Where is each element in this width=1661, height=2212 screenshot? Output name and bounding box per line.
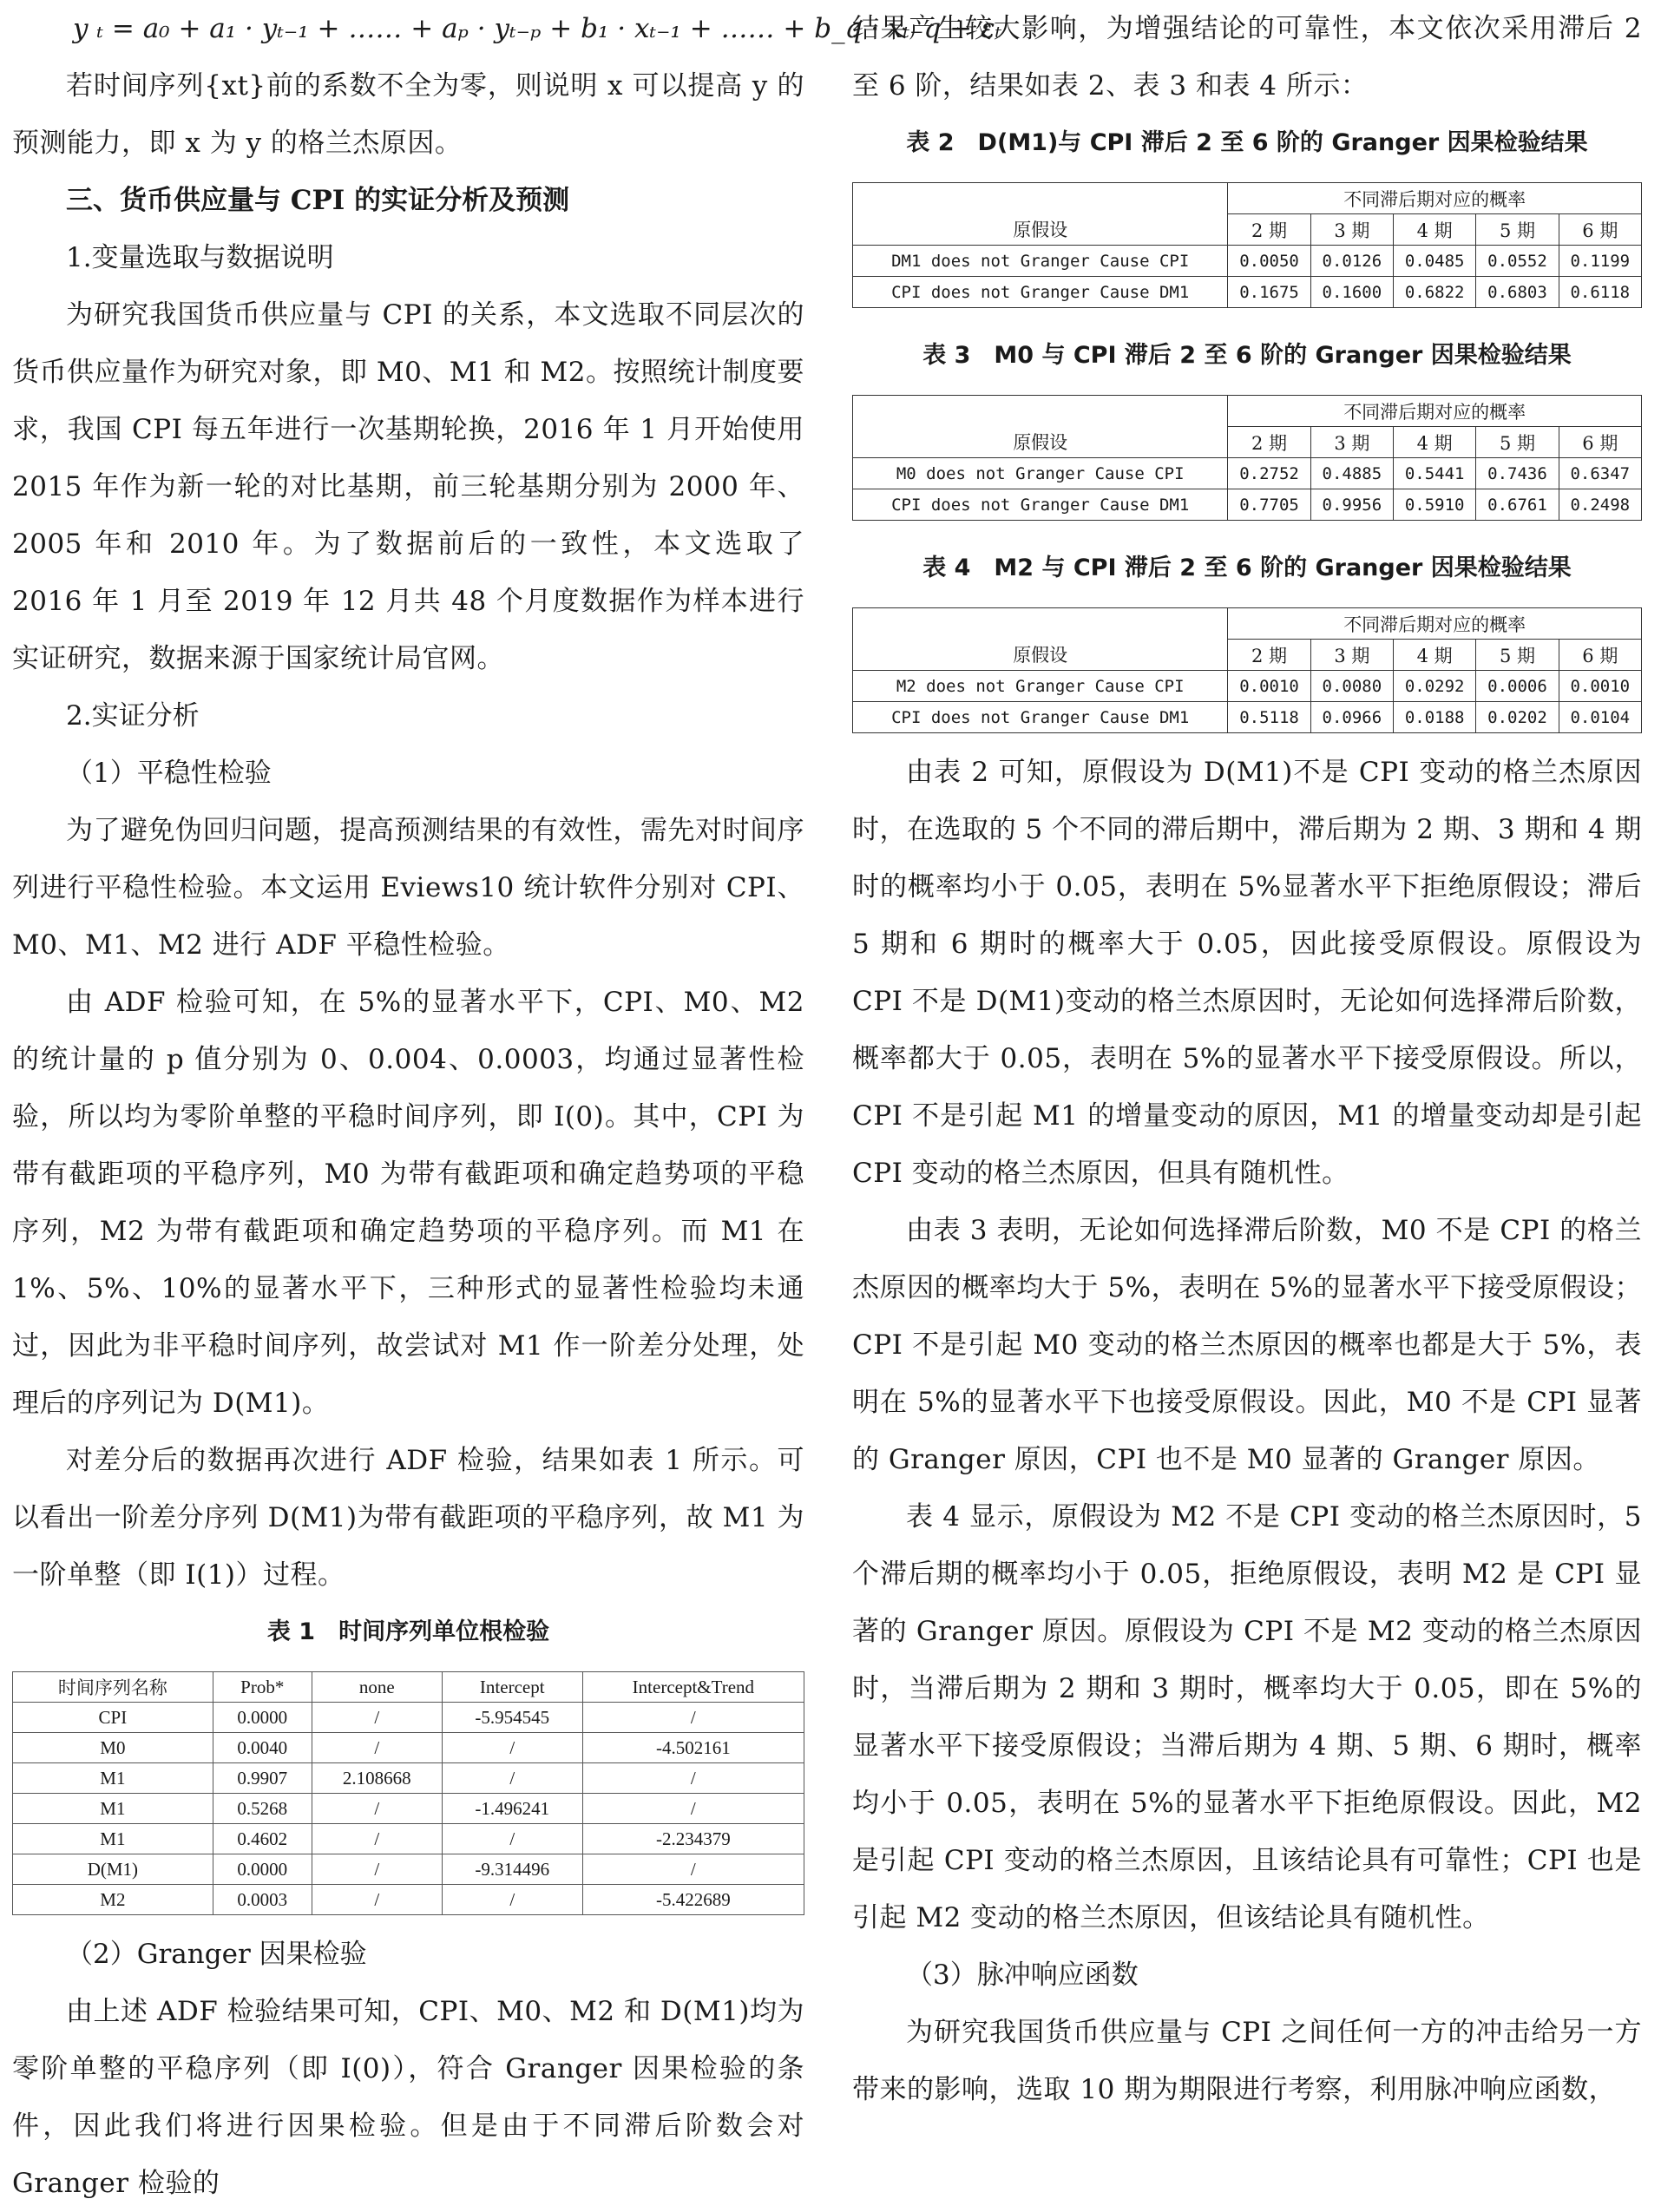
table-header-cell: 原假设: [853, 640, 1228, 671]
table-cell: 2.108668: [312, 1763, 442, 1794]
table-header-cell: [853, 608, 1228, 640]
section-heading: 三、货币供应量与 CPI 的实证分析及预测: [66, 185, 570, 216]
table-cell: 0.5441: [1394, 458, 1476, 489]
table-header-cell: Intercept: [442, 1672, 582, 1703]
table-cell: 0.6118: [1559, 277, 1641, 308]
table-cell: 0.0006: [1476, 671, 1559, 702]
table-cell: /: [582, 1854, 804, 1885]
table-cell: 0.0126: [1310, 246, 1393, 277]
table-cell: 0.0292: [1394, 671, 1476, 702]
table-cell: M2 does not Granger Cause CPI: [853, 671, 1228, 702]
table-header-row: [853, 214, 1642, 246]
table-header-cell: [853, 396, 1228, 427]
table2-caption: 表 2 D(M1)与 CPI 滞后 2 至 6 阶的 Granger 因果检验结果: [906, 129, 1588, 156]
table-cell: M1: [13, 1794, 213, 1824]
table-cell: /: [582, 1703, 804, 1733]
subsection-heading: （1）平稳性检验: [66, 758, 272, 789]
table1-unit-root: [12, 1671, 804, 1915]
table-cell: 0.0000: [213, 1703, 312, 1733]
table-cell: 0.5268: [213, 1794, 312, 1824]
table-cell: CPI does not Granger Cause DM1: [853, 489, 1228, 521]
table-cell: /: [312, 1703, 442, 1733]
subsection-heading: 1.变量选取与数据说明: [66, 242, 334, 273]
left-column: [12, 0, 1002, 2212]
table-cell: 0.0080: [1310, 671, 1393, 702]
table-header-cell: 3 期: [1310, 214, 1393, 246]
table-cell: DM1 does not Granger Cause CPI: [853, 246, 1228, 277]
table-cell: /: [442, 1763, 582, 1794]
table-cell: 0.9956: [1310, 489, 1393, 521]
table-header-cell: 原假设: [853, 214, 1228, 246]
table2-granger: [852, 182, 1642, 308]
table-cell: 0.4885: [1310, 458, 1393, 489]
right-column: [852, 0, 1642, 2118]
table-row: [853, 458, 1642, 489]
table-header-row: [853, 396, 1642, 427]
table-header-cell: 时间序列名称: [13, 1672, 213, 1703]
table-cell: /: [582, 1794, 804, 1824]
table-cell: 0.2498: [1559, 489, 1641, 521]
table-header-cell: 5 期: [1476, 214, 1559, 246]
table-cell: CPI: [13, 1703, 213, 1733]
table3-caption: 表 3 M0 与 CPI 滞后 2 至 6 阶的 Granger 因果检验结果: [922, 342, 1572, 369]
table-cell: 0.0552: [1476, 246, 1559, 277]
table-cell: 0.0485: [1394, 246, 1476, 277]
paragraph: 表 4 显示，原假设为 M2 不是 CPI 变动的格兰杰原因时，5 个滞后期的概率均小于 0.05，拒绝原假设，表明 M2 是 CPI 显著的 Granger 原因。原假设为 CPI 不是 M2 变动的格兰杰原因时，当滞后期为 2 期和 3 期时，概率均大于 0.05，即在 5%的显著水平下接受原假设；当滞后期为 4 期、5 期、6 期时，概率均小于 0.05，表明在 5%的显著水平下拒绝原假设。因此，M2 是引起 CPI 变动的格兰杰原因，且该结论具有可靠性；CPI 也是引起 M2 变动的格兰杰原因，但该结论具有随机性。: [852, 1501, 1642, 1933]
table-cell: 0.0010: [1559, 671, 1641, 702]
paragraph: 若时间序列{xt}前的系数不全为零，则说明 x 可以提高 y 的预测能力，即 x 为 y 的格兰杰原因。: [12, 70, 804, 159]
table-cell: D(M1): [13, 1854, 213, 1885]
table-cell: 0.6347: [1559, 458, 1641, 489]
table-header-cell: 4 期: [1394, 214, 1476, 246]
table-cell: M1: [13, 1824, 213, 1854]
subsection-heading: （3）脉冲响应函数: [906, 1959, 1139, 1991]
table-header-row: [853, 608, 1642, 640]
table-cell: 0.9907: [213, 1763, 312, 1794]
table-cell: /: [582, 1763, 804, 1794]
table-group-header: 不同滞后期对应的概率: [1228, 183, 1642, 214]
table-header-cell: [853, 183, 1228, 214]
paragraph: 对差分后的数据再次进行 ADF 检验，结果如表 1 所示。可以看出一阶差分序列 D(M1)为带有截距项的平稳序列，故 M1 为一阶单整（即 I(1)）过程。: [12, 1445, 804, 1591]
table-row: [13, 1885, 804, 1915]
table-cell: 0.0188: [1394, 702, 1476, 733]
subsection-heading: （2）Granger 因果检验: [66, 1939, 367, 1970]
table-cell: M0 does not Granger Cause CPI: [853, 458, 1228, 489]
table-row: [853, 246, 1642, 277]
table-cell: 0.6803: [1476, 277, 1559, 308]
table-row: [853, 489, 1642, 521]
table-header-row: [853, 640, 1642, 671]
table-cell: -5.954545: [442, 1703, 582, 1733]
table-cell: -9.314496: [442, 1854, 582, 1885]
table-cell: 0.5910: [1394, 489, 1476, 521]
table-header-cell: 2 期: [1228, 427, 1310, 458]
table-header-cell: 4 期: [1394, 640, 1476, 671]
table-cell: 0.0003: [213, 1885, 312, 1915]
table-cell: 0.2752: [1228, 458, 1310, 489]
table-row: [853, 277, 1642, 308]
table-cell: -1.496241: [442, 1794, 582, 1824]
table-cell: /: [442, 1885, 582, 1915]
table-cell: 0.0000: [213, 1854, 312, 1885]
table-cell: 0.6822: [1394, 277, 1476, 308]
table4-granger: [852, 607, 1642, 733]
table-header-row: [13, 1672, 804, 1703]
table-cell: 0.0050: [1228, 246, 1310, 277]
table-row: [853, 671, 1642, 702]
table-cell: -2.234379: [582, 1824, 804, 1854]
table-row: [853, 702, 1642, 733]
table-cell: M0: [13, 1733, 213, 1763]
table-cell: CPI does not Granger Cause DM1: [853, 277, 1228, 308]
table-row: [13, 1763, 804, 1794]
table-header-cell: 5 期: [1476, 427, 1559, 458]
table-cell: -4.502161: [582, 1733, 804, 1763]
table-cell: /: [312, 1733, 442, 1763]
table-cell: /: [442, 1824, 582, 1854]
paragraph: 为研究我国货币供应量与 CPI 的关系，本文选取不同层次的货币供应量作为研究对象，即 M0、M1 和 M2。按照统计制度要求，我国 CPI 每五年进行一次基期轮换，2016 年 1 月开始使用 2015 年作为新一轮的对比基期，前三轮基期分别为 2000 年、2005 年和 2010 年。为了数据前后的一致性，本文选取了 2016 年 1 月至 2019 年 12 月共 48 个月度数据作为样本进行实证研究，数据来源于国家统计局官网。: [12, 299, 804, 674]
table-cell: M2: [13, 1885, 213, 1915]
table-cell: 0.1675: [1228, 277, 1310, 308]
table-header-cell: 6 期: [1559, 640, 1641, 671]
table-group-header: 不同滞后期对应的概率: [1228, 608, 1642, 640]
table-cell: 0.0010: [1228, 671, 1310, 702]
paragraph: 由表 2 可知，原假设为 D(M1)不是 CPI 变动的格兰杰原因时，在选取的 5 个不同的滞后期中，滞后期为 2 期、3 期和 4 期时的概率均小于 0.05，表明在 5%显著水平下拒绝原假设；滞后 5 期和 6 期时的概率大于 0.05，因此接受原假设。原假设为 CPI 不是 D(M1)变动的格兰杰原因时，无论如何选择滞后阶数，概率都大于 0.05，表明在 5%的显著水平下接受原假设。所以，CPI 不是引起 M1 的增量变动的原因，M1 的增量变动却是引起 CPI 变动的格兰杰原因，但具有随机性。: [852, 757, 1642, 1189]
table-cell: 0.4602: [213, 1824, 312, 1854]
table-cell: 0.7436: [1476, 458, 1559, 489]
table-cell: /: [312, 1794, 442, 1824]
table-header-cell: 4 期: [1394, 427, 1476, 458]
table-cell: /: [312, 1854, 442, 1885]
table1-caption: 表 1 时间序列单位根检验: [266, 1618, 550, 1645]
table-cell: -5.422689: [582, 1885, 804, 1915]
table-header-cell: none: [312, 1672, 442, 1703]
table-cell: CPI does not Granger Cause DM1: [853, 702, 1228, 733]
table-cell: 0.0202: [1476, 702, 1559, 733]
table-header-cell: 5 期: [1476, 640, 1559, 671]
table-cell: 0.0040: [213, 1733, 312, 1763]
table-cell: /: [312, 1824, 442, 1854]
table-header-cell: 3 期: [1310, 640, 1393, 671]
table-cell: 0.5118: [1228, 702, 1310, 733]
paragraph: 由上述 ADF 检验结果可知，CPI、M0、M2 和 D(M1)均为零阶单整的平稳序列（即 I(0)），符合 Granger 因果检验的条件，因此我们将进行因果检验。但是由于不同滞后阶数会对 Granger 检验的: [12, 1996, 804, 2199]
table-cell: 0.1199: [1559, 246, 1641, 277]
paragraph: 由 ADF 检验可知，在 5%的显著水平下，CPI、M0、M2 的统计量的 p 值分别为 0、0.004、0.0003，均通过显著性检验，所以均为零阶单整的平稳时间序列，即 I(0)。其中，CPI 为带有截距项的平稳序列，M0 为带有截距项和确定趋势项的平稳序列，M2 为带有截距项和确定趋势项的平稳序列。而 M1 在 1%、5%、10%的显著水平下，三种形式的显著性检验均未通过，因此为非平稳时间序列，故尝试对 M1 作一阶差分处理，处理后的序列记为 D(M1)。: [12, 987, 804, 1419]
table4-caption: 表 4 M2 与 CPI 滞后 2 至 6 阶的 Granger 因果检验结果: [922, 555, 1572, 581]
table3-granger: [852, 395, 1642, 521]
table-header-row: [853, 183, 1642, 214]
table-row: [13, 1824, 804, 1854]
table-row: [13, 1703, 804, 1733]
table-cell: M1: [13, 1763, 213, 1794]
table-header-cell: 2 期: [1228, 640, 1310, 671]
table-row: [13, 1794, 804, 1824]
table-header-row: [853, 427, 1642, 458]
paragraph: 由表 3 表明，无论如何选择滞后阶数，M0 不是 CPI 的格兰杰原因的概率均大于 5%，表明在 5%的显著水平下接受原假设；CPI 不是引起 M0 变动的格兰杰原因的概率也都是大于 5%，表明在 5%的显著水平下也接受原假设。因此，M0 不是 CPI 显著的 Granger 原因，CPI 也不是 M0 显著的 Granger 原因。: [852, 1215, 1642, 1475]
table-row: [13, 1733, 804, 1763]
table-cell: /: [442, 1733, 582, 1763]
table-group-header: 不同滞后期对应的概率: [1228, 396, 1642, 427]
table-header-cell: 6 期: [1559, 427, 1641, 458]
paragraph: 为研究我国货币供应量与 CPI 之间任何一方的冲击给另一方带来的影响，选取 10 期为期限进行考察，利用脉冲响应函数，: [852, 2017, 1642, 2105]
table-cell: 0.0104: [1559, 702, 1641, 733]
subsection-heading: 2.实证分析: [66, 700, 200, 732]
paragraph: 结果产生较大影响，为增强结论的可靠性，本文依次采用滞后 2 至 6 阶，结果如表 2、表 3 和表 4 所示：: [852, 13, 1642, 102]
table-header-cell: 原假设: [853, 427, 1228, 458]
table-cell: /: [312, 1885, 442, 1915]
paragraph: 为了避免伪回归问题，提高预测结果的有效性，需先对时间序列进行平稳性检验。本文运用 Eviews10 统计软件分别对 CPI、M0、M1、M2 进行 ADF 平稳性检验。: [12, 815, 804, 961]
table-header-cell: 3 期: [1310, 427, 1393, 458]
table-cell: 0.7705: [1228, 489, 1310, 521]
table-header-cell: 6 期: [1559, 214, 1641, 246]
var-equation: y ₜ = a₀ + a₁ · yₜ₋₁ + …… + aₚ · yₜ₋ₚ + b₁ · xₜ₋₁ + …… + b_q · xₜ₋q + εₜ: [73, 13, 1002, 44]
table-header-cell: 2 期: [1228, 214, 1310, 246]
table-header-cell: Prob*: [213, 1672, 312, 1703]
table-cell: 0.6761: [1476, 489, 1559, 521]
table-cell: 0.0966: [1310, 702, 1393, 733]
table-header-cell: Intercept&Trend: [582, 1672, 804, 1703]
table-row: [13, 1854, 804, 1885]
table-cell: 0.1600: [1310, 277, 1393, 308]
